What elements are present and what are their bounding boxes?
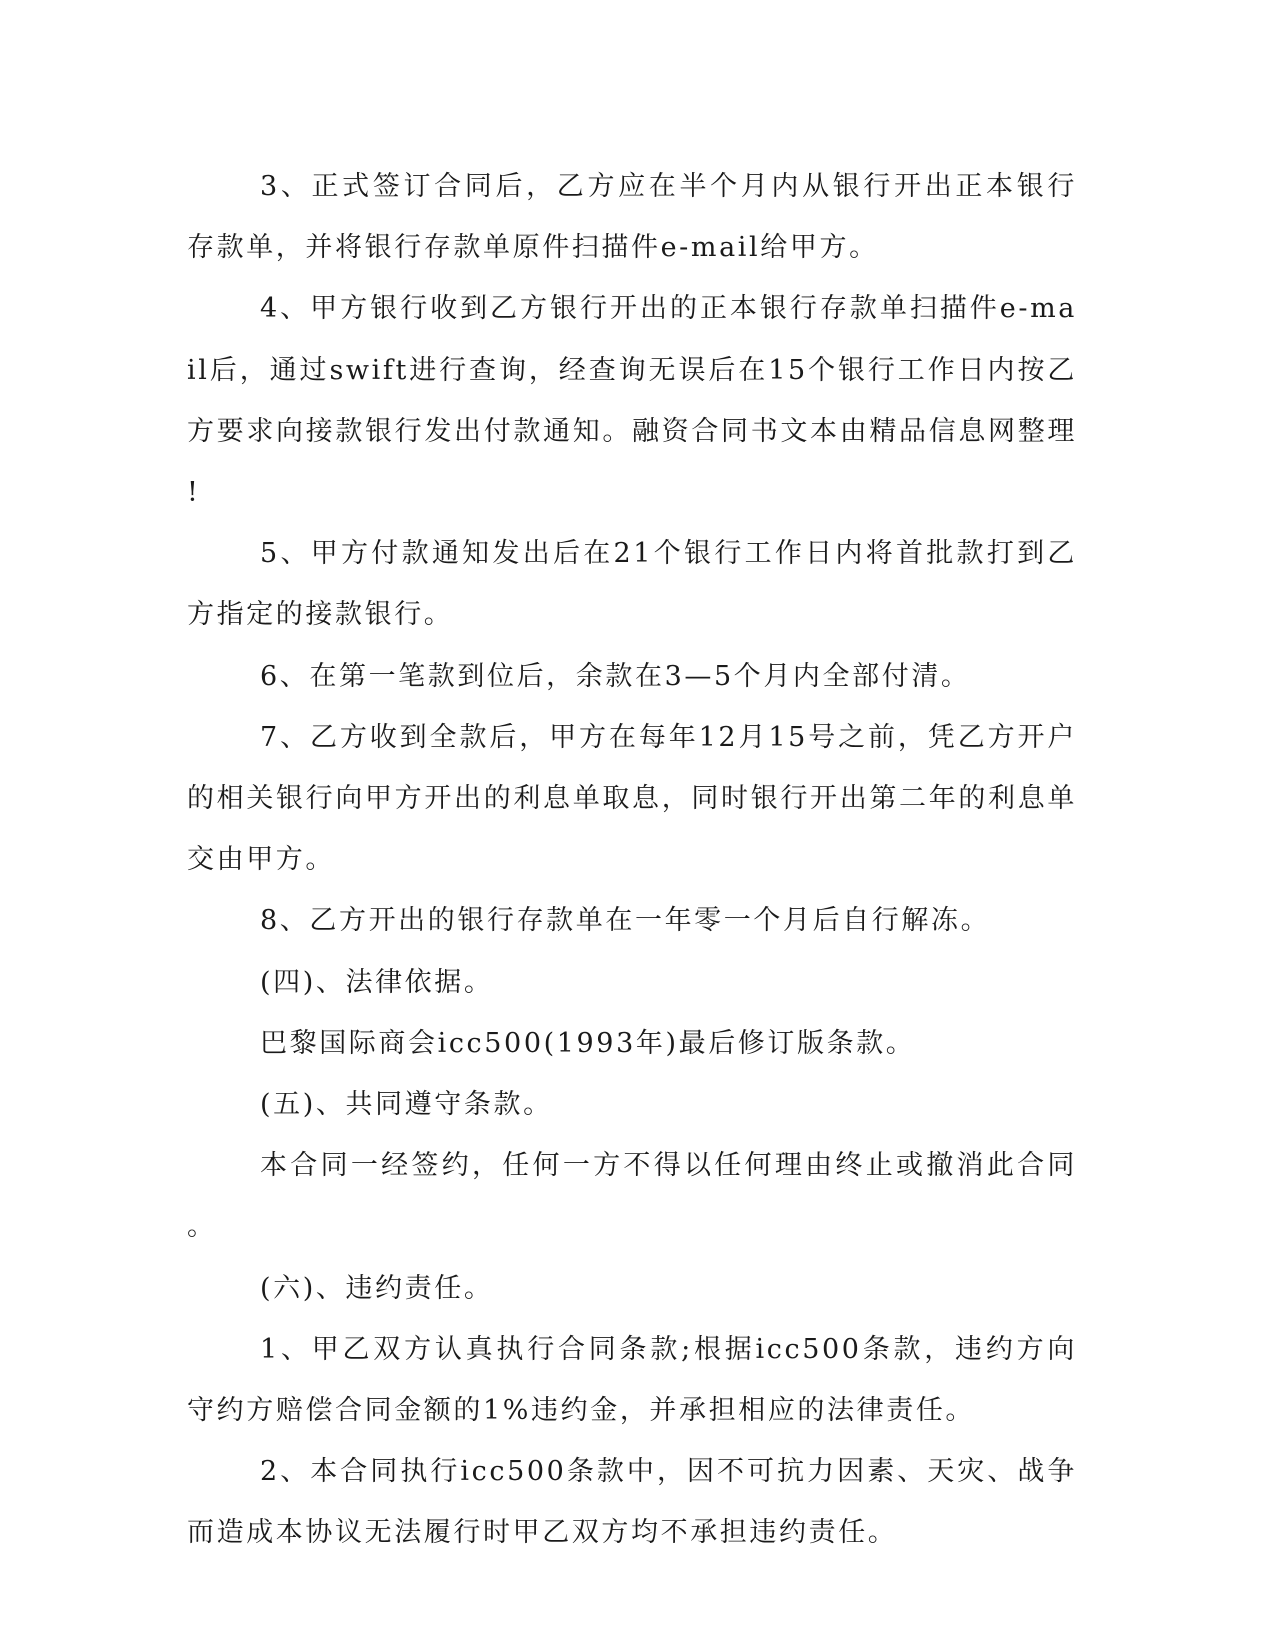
section-heading-common-terms: (五)、共同遵守条款。 [260,1089,553,1121]
paragraph-clause-4: 4、甲方银行收到乙方银行开出的正本银行存款单扫描件e-mail后，通过swift进行查询，经查询无误后在15个银行工作日内按乙方要求向接款银行发出付款通知。融资合同书文本由精品信息网整理! [187,293,1077,509]
paragraph-clause-7: 7、乙方收到全款后，甲方在每年12月15号之前，凭乙方开户的相关银行向甲方开出的利息单取息，同时银行开出第二年的利息单交由甲方。 [187,721,1077,876]
paragraph-common-terms: 本合同一经签约，任何一方不得以任何理由终止或撤消此合同。 [187,1150,1077,1243]
paragraph-clause-3: 3、正式签订合同后，乙方应在半个月内从银行开出正本银行存款单，并将银行存款单原件扫描件e-mail给甲方。 [187,171,1077,264]
document-body [187,156,1077,1564]
paragraph-clause-5: 5、甲方付款通知发出后在21个银行工作日内将首批款打到乙方指定的接款银行。 [187,538,1077,631]
section-heading-breach-liability: (六)、违约责任。 [260,1272,494,1304]
paragraph-clause-8: 8、乙方开出的银行存款单在一年零一个月后自行解冻。 [260,905,991,937]
section-heading-legal-basis: (四)、法律依据。 [260,966,494,998]
paragraph-clause-6: 6、在第一笔款到位后，余款在3—5个月内全部付清。 [260,660,971,692]
paragraph-liability-2: 2、本合同执行icc500条款中，因不可抗力因素、天灾、战争而造成本协议无法履行时甲乙双方均不承担违约责任。 [187,1456,1077,1549]
paragraph-liability-1: 1、甲乙双方认真执行合同条款;根据icc500条款，违约方向守约方赔偿合同金额的1%违约金，并承担相应的法律责任。 [187,1333,1077,1427]
paragraph-legal-basis: 巴黎国际商会icc500(1993年)最后修订版条款。 [260,1027,916,1059]
